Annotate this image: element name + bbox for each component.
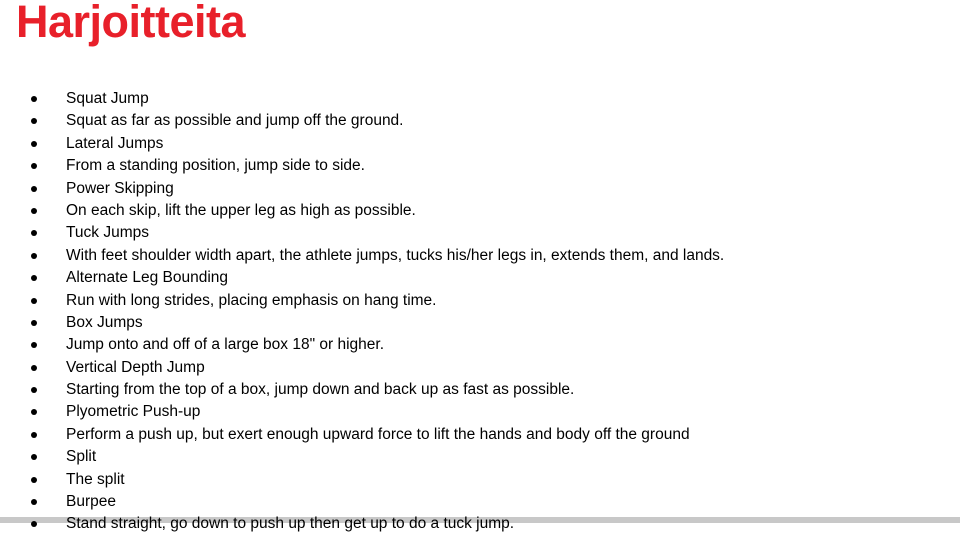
list-item: [0, 155, 940, 177]
bullet-dot-icon: [31, 253, 37, 259]
slide-title: Harjoitteita: [16, 0, 246, 47]
bullet-list: [0, 88, 940, 534]
bullet-dot-icon: [31, 298, 37, 304]
bullet-text: Lateral Jumps: [66, 134, 164, 152]
bullet-dot-icon: [31, 275, 37, 281]
bullet-dot-icon: [31, 208, 37, 214]
bullet-dot-icon: [31, 186, 37, 192]
bullet-text: Plyometric Push-up: [66, 403, 201, 421]
bullet-dot-icon: [31, 365, 37, 371]
bullet-dot-icon: [31, 387, 37, 393]
bullet-dot-icon: [31, 163, 37, 169]
bullet-text: Run with long strides, placing emphasis on hang time.: [66, 291, 437, 309]
bullet-dot-icon: [31, 521, 37, 527]
bullet-text: Stand straight, go down to push up then get up to do a tuck jump.: [66, 515, 515, 533]
list-item: [0, 513, 940, 534]
bullet-text: Split: [66, 448, 97, 466]
bullet-text: Power Skipping: [66, 179, 174, 197]
list-item: [0, 88, 940, 110]
bullet-text: Perform a push up, but exert enough upward force to lift the hands and body off the ground: [66, 425, 690, 443]
bullet-text: Squat Jump: [66, 90, 149, 107]
bullet-dot-icon: [31, 320, 37, 326]
bullet-dot-icon: [31, 230, 37, 236]
list-item: [0, 446, 940, 468]
bullet-text: Vertical Depth Jump: [66, 358, 205, 376]
bullet-text: The split: [66, 470, 125, 488]
list-item: [0, 245, 940, 267]
list-item: [0, 379, 940, 401]
bullet-text: Tuck Jumps: [66, 224, 149, 242]
bullet-text: Starting from the top of a box, jump down and back up as fast as possible.: [66, 381, 575, 399]
list-item: [0, 491, 940, 513]
bullet-text: From a standing position, jump side to side.: [66, 157, 365, 175]
list-item: [0, 334, 940, 356]
bullet-text: Jump onto and off of a large box 18" or higher.: [66, 336, 385, 354]
bullet-text: On each skip, lift the upper leg as high as possible.: [66, 201, 416, 219]
bullet-text: Alternate Leg Bounding: [66, 269, 229, 287]
bullet-dot-icon: [31, 432, 37, 438]
bullet-dot-icon: [31, 141, 37, 147]
list-item: [0, 290, 940, 312]
bullet-text: Box Jumps: [66, 313, 143, 331]
list-item: [0, 222, 940, 244]
list-item: [0, 200, 940, 222]
list-item: [0, 357, 940, 379]
bullet-text: Squat as far as possible and jump off the ground.: [66, 112, 404, 130]
list-item: [0, 401, 940, 423]
list-item: [0, 133, 940, 155]
list-item: [0, 110, 940, 132]
bullet-text: With feet shoulder width apart, the athlete jumps, tucks his/her legs in, extends them, and lands.: [66, 246, 725, 264]
bullet-text: Burpee: [66, 493, 116, 511]
bullet-dot-icon: [31, 454, 37, 460]
list-item: [0, 424, 940, 446]
bullet-dot-icon: [31, 342, 37, 348]
bullet-dot-icon: [31, 96, 37, 102]
bullet-dot-icon: [31, 499, 37, 505]
bullet-dot-icon: [31, 409, 37, 415]
list-item: [0, 178, 940, 200]
list-item: [0, 312, 940, 334]
bullet-dot-icon: [31, 118, 37, 124]
list-item: [0, 267, 940, 289]
list-item: [0, 469, 940, 491]
bullet-dot-icon: [31, 477, 37, 483]
